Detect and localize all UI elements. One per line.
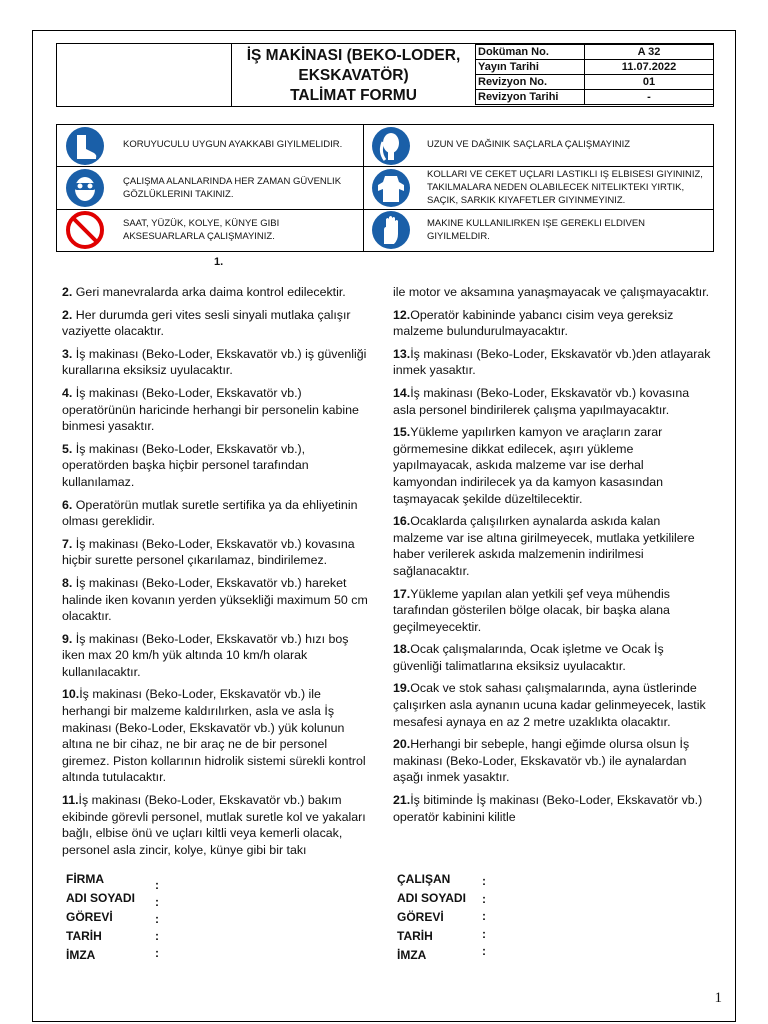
instruction-item: 9. İş makinası (Beko-Loder, Ekskavatör vb.) hızı boş iken max 20 km/h yük altında 10 km/h olarak kullanılacaktır. [62, 631, 349, 679]
document-info-table [475, 44, 714, 105]
revision-no-row [476, 75, 714, 90]
doc-no-value: A 32 [585, 45, 714, 60]
date-label: TARİH [66, 929, 102, 943]
left-instructions-column [62, 284, 368, 864]
instruction-item: 15.Yükleme yapılırken kamyon ve araçların zarar görmemesine dikkat edilecek, aşırı yükleme yapılmayacak, askıda malzeme var ise derhal kamyondan indirilecek ya da kamyon kasasından taşmayacak şekilde düzeltilecektir. [393, 425, 663, 506]
revision-no-label: Revizyon No. [476, 75, 585, 90]
signature-label: İMZA [66, 948, 96, 962]
safety-rule-text: UZUN VE DAĞINIK SAÇLARLA ÇALIŞMAYINIZ [427, 139, 631, 150]
instruction-item: 10.İş makinası (Beko-Loder, Ekskavatör vb.) ile herhangi bir malzeme kaldırılırken, asla ve asla İş makinası (Beko-Loder, Ekskavatör vb.) yük kolunun altına ne bir cihaz, ne bir araç ne de bir personel giremez. Piston kollarının hidrolik sistemi sürekli kontrol altında tutulacaktır. [62, 687, 366, 785]
company-label: FİRMA [66, 872, 104, 886]
doc-no-label: Doküman No. [476, 45, 585, 60]
date-label: TARİH [397, 929, 433, 943]
document-header [56, 43, 714, 107]
instruction-item: 7. İş makinası (Beko-Loder, Ekskavatör vb.) kovasına hiçbir surette personel çıkarılamaz, bindirilemez. [62, 536, 355, 568]
gloves-icon [369, 210, 413, 250]
instruction-item: 20.Herhangi bir sebeple, hangi eğimde olursa olsun İş makinası (Beko-Loder, Ekskavatör vb.) ile aynalardan aşağı inmek yasaktır. [393, 737, 690, 785]
right-colons: : : : : : [482, 874, 486, 958]
company-signature-block [66, 870, 135, 965]
instruction-item: ile motor ve aksamına yanaşmayacak ve çalışmayacaktır. [393, 285, 710, 299]
employee-label: ÇALIŞAN [397, 872, 451, 886]
name-label: ADI SOYADI [397, 891, 466, 905]
apron-icon [369, 168, 413, 208]
title-label: GÖREVİ [66, 910, 113, 924]
instruction-item: 12.Operatör kabininde yabancı cisim veya gereksiz malzeme bulundurulmayacaktır. [393, 307, 674, 339]
signature-label: İMZA [397, 948, 427, 962]
instruction-item: 2. Geri manevralarda arka daima kontrol edilecektir. [62, 285, 346, 299]
instruction-item: 16.Ocaklarda çalışılırken aynalarda askıda kalan malzeme var ise altına girilmeyecek, mutlaka yetkililere haber verilerek askıda malzemenin indirilmesi sağlanacaktır. [393, 514, 695, 578]
safety-boots-icon [63, 126, 107, 166]
logo-area [57, 44, 232, 106]
title-line-1: İŞ MAKİNASI (BEKO-LODER, [246, 47, 461, 64]
instruction-item: 8. İş makinası (Beko-Loder, Ekskavatör vb.) hareket halinde iken kovanın yerden yüksekliği maximum 50 cm olacaktır. [62, 575, 368, 624]
revision-date-value: - [585, 90, 714, 105]
safety-rule-text: KOLLARI VE CEKET UÇLARI LASTIKLI IŞ ELBISESI GIYININIZ, TAKILMALARA NEDEN OLABILECEK NITELIKTEKI YIRTIK, SAÇIK, SARKIK KIYAFETLER GIYINMEYINIZ. [427, 169, 703, 206]
name-label: ADI SOYADI [66, 891, 135, 905]
instruction-item: 14.İş makinası (Beko-Loder, Ekskavatör vb.) kovasına asla personel bindirilerek çalışma yapılmayacaktır. [393, 385, 690, 417]
instruction-item: 5. İş makinası (Beko-Loder, Ekskavatör vb.), operatörden başka hiçbir personel tarafından kullanılamaz. [62, 441, 309, 489]
title-line-2: EKSKAVATÖR) [298, 67, 409, 84]
doc-no-row [476, 45, 714, 60]
right-instructions-column [393, 284, 711, 831]
publish-date-label: Yayın Tarihi [476, 60, 585, 75]
instruction-item: 2. Her durumda geri vites sesli sinyali mutlaka çalışır vaziyette olacaktır. [62, 307, 351, 339]
safety-rules-box [56, 124, 714, 252]
item-one-number: 1. [214, 256, 224, 268]
employee-signature-block [397, 870, 466, 965]
prohibition-icon [63, 210, 107, 250]
safety-rule-text: ÇALIŞMA ALANLARINDA HER ZAMAN GÜVENLIK GÖZLÜKLERINI TAKINIZ. [123, 176, 342, 200]
instruction-item: 6. Operatörün mutlak suretle sertifika ya da ehliyetinin olması gereklidir. [62, 497, 358, 529]
revision-date-row [476, 90, 714, 105]
instruction-item: 17.Yükleme yapılan alan yetkili şef veya mühendis tarafından gösterilen bölge olacak, bir başka alana geçilmeyecektir. [393, 586, 670, 634]
safety-goggles-icon [63, 168, 107, 208]
safety-rule-text: SAAT, YÜZÜK, KOLYE, KÜNYE GIBI AKSESUARLARLA ÇALIŞMAYINIZ. [123, 218, 280, 242]
document-title [232, 46, 475, 106]
safety-rule-text: KORUYUCULU UYGUN AYAKKABI GIYILMELIDIR. [123, 139, 343, 150]
publish-date-value: 11.07.2022 [585, 60, 714, 75]
instruction-item: 4. İş makinası (Beko-Loder, Ekskavatör vb.) operatörünün haricinde herhangi bir personelin kabine binmesi yasaktır. [62, 385, 359, 434]
title-label: GÖREVİ [397, 910, 444, 924]
safety-rule-text: MAKINE KULLANILIRKEN IŞE GEREKLI ELDIVEN GIYILMELDIR. [427, 218, 646, 242]
instruction-item: 19.Ocak ve stok sahası çalışmalarında, ayna üstlerinde çalışırken asla aynanın ucuna kadar gelinmeyecek, lastik mesafesi aynaya en az 2 metre uzaklıkta olacaktır. [393, 681, 706, 729]
title-line-3: TALİMAT FORMU [290, 87, 417, 104]
left-colons: : : : : : [155, 878, 159, 960]
instruction-item: 13.İş makinası (Beko-Loder, Ekskavatör vb.)den atlayarak inmek yasaktır. [393, 346, 711, 378]
hair-tie-icon [369, 126, 413, 166]
revision-no-value: 01 [585, 75, 714, 90]
publish-date-row [476, 60, 714, 75]
instruction-item: 18.Ocak çalışmalarında, Ocak işletme ve Ocak İş güvenliği talimatlarına eksiksiz uyulacaktır. [393, 642, 664, 673]
instruction-item: 21.İş bitiminde İş makinası (Beko-Loder, Ekskavatör vb.) operatör kabinini kilitle [393, 793, 703, 824]
revision-date-label: Revizyon Tarihi [476, 90, 585, 105]
instruction-item: 11.İş makinası (Beko-Loder, Ekskavatör vb.) bakım ekibinde görevli personel, mutlak suretle kol ve yakaları bağlı, elbise önü ve uçları kiltli veya kemerli olacak, personel asla zincir, kolye, künye gibi bir takı [62, 793, 366, 857]
instruction-item: 3. İş makinası (Beko-Loder, Ekskavatör vb.) iş güvenliği kurallarına eksiksiz uyulacaktır. [62, 346, 367, 378]
page-number: 1 [714, 990, 722, 1006]
